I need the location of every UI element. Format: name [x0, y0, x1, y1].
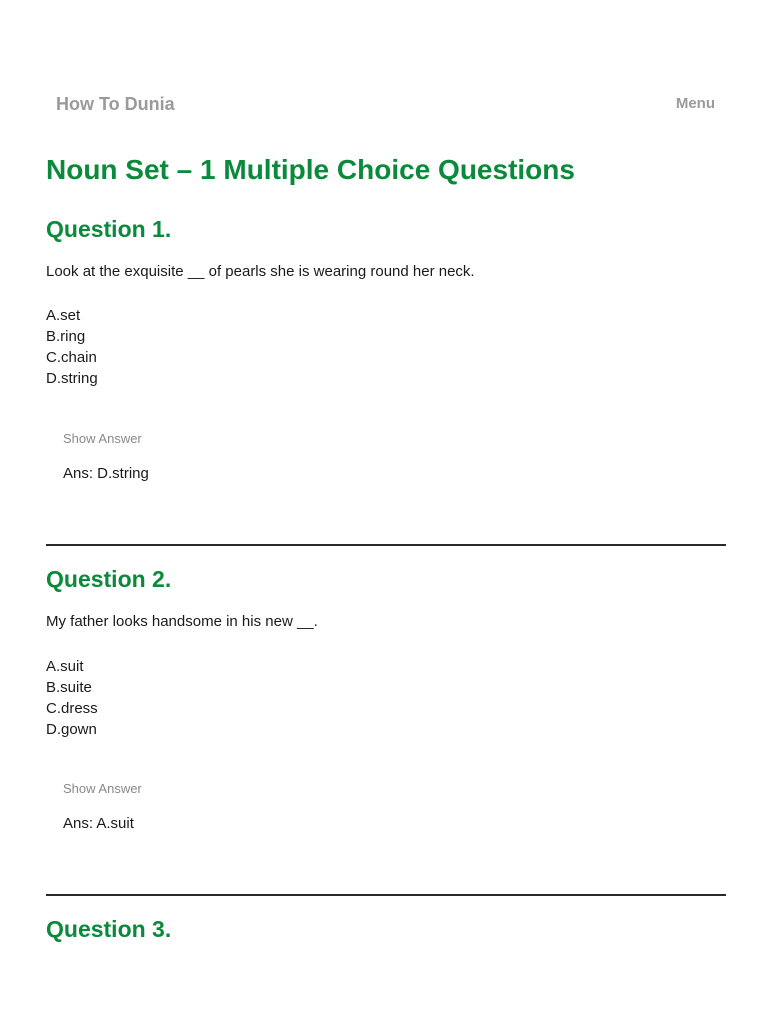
site-title-link[interactable]: How To Dunia [56, 94, 175, 114]
question-3-heading: Question 3. [46, 916, 172, 942]
option-d: D.gown [46, 721, 97, 738]
option-a: A.set [46, 307, 81, 324]
question-2-options [46, 656, 98, 740]
question-divider [46, 544, 726, 546]
page-title: Noun Set – 1 Multiple Choice Questions [46, 154, 575, 185]
option-d: D.string [46, 370, 98, 387]
question-1-show-answer-toggle[interactable]: Show Answer [63, 431, 142, 446]
question-1-text: Look at the exquisite __ of pearls she is wearing round her neck. [46, 263, 475, 280]
option-b: B.ring [46, 328, 86, 345]
question-2-heading: Question 2. [46, 566, 172, 592]
question-2-text: My father looks handsome in his new __. [46, 613, 318, 630]
option-c: C.chain [46, 349, 97, 366]
question-1-heading: Question 1. [46, 216, 172, 242]
question-1-answer: Ans: D.string [63, 465, 149, 482]
question-divider [46, 894, 726, 896]
option-b: B.suite [46, 679, 92, 696]
option-a: A.suit [46, 658, 84, 675]
question-1-options [46, 305, 98, 389]
site-header [0, 0, 768, 140]
question-2-show-answer-toggle[interactable]: Show Answer [63, 781, 142, 796]
question-2-answer: Ans: A.suit [63, 815, 134, 832]
option-c: C.dress [46, 700, 98, 717]
menu-button[interactable]: Menu [675, 95, 715, 112]
